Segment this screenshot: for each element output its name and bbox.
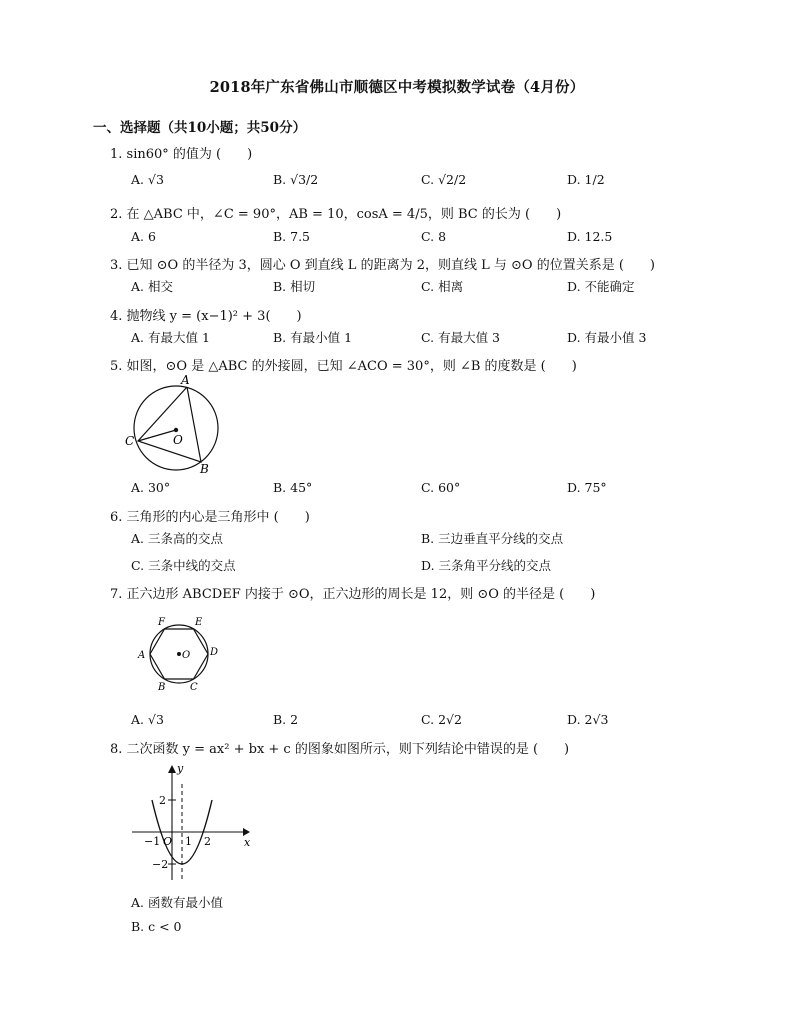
q2-option-b[interactable]: B. 7.5: [273, 229, 311, 244]
question-6-stem: 6. 三角形的内心是三角形中 ( ): [110, 510, 310, 525]
q2-option-d[interactable]: D. 12.5: [567, 229, 613, 244]
label-f: F: [158, 617, 165, 628]
origin-label: O: [163, 835, 173, 848]
q6-option-b[interactable]: B. 三边垂直平分线的交点: [421, 531, 564, 546]
question-3-stem: 3. 已知 ⊙O 的半径为 3，圆心 O 到直线 L 的距离为 2，则直线 L 与 ⊙O 的位置关系是 ( ): [110, 258, 655, 273]
label-o: O: [173, 433, 183, 447]
label-c: C: [125, 434, 135, 448]
q5-option-d[interactable]: D. 75°: [567, 480, 607, 495]
y-tick-label-neg2: −2: [152, 858, 169, 871]
question-5-stem: 5. 如图，⊙O 是 △ABC 的外接圆，已知 ∠ACO = 30°，则 ∠B 的度数是 ( ): [110, 359, 577, 374]
exam-title: 2018年广东省佛山市顺德区中考模拟数学试卷（4月份）: [209, 79, 585, 96]
y-axis-label: y: [177, 762, 184, 775]
q6-option-c[interactable]: C. 三条中线的交点: [131, 558, 236, 573]
q8-option-a[interactable]: A. 函数有最小值: [131, 895, 223, 910]
x-axis-arrow: [243, 828, 250, 836]
x-tick-label-neg1: −1: [144, 835, 161, 848]
triangle-abc: [138, 387, 201, 462]
q7-option-d[interactable]: D. 2√3: [567, 712, 609, 727]
q6-option-d[interactable]: D. 三条角平分线的交点: [421, 558, 552, 573]
label-d: D: [210, 647, 219, 658]
question-2-stem: 2. 在 △ABC 中，∠C = 90°，AB = 10，cosA = 4/5，则 BC 的长为 ( ): [110, 207, 562, 222]
q4-option-c[interactable]: C. 有最大值 3: [421, 330, 500, 345]
section-heading: 一、选择题（共10小题；共50分）: [93, 120, 307, 136]
question-8-stem: 8. 二次函数 y = ax² + bx + c 的图象如图所示，则下列结论中错误的是 ( ): [110, 742, 570, 757]
q7-option-c[interactable]: C. 2√2: [421, 712, 462, 727]
question-1-stem: 1. sin60° 的值为 ( ): [110, 147, 253, 162]
x-axis-label: x: [244, 836, 251, 849]
q2-option-a[interactable]: A. 6: [131, 229, 156, 244]
q1-option-c[interactable]: C. √2/2: [421, 172, 467, 187]
q3-option-b[interactable]: B. 相切: [273, 279, 316, 294]
q4-option-d[interactable]: D. 有最小值 3: [567, 330, 647, 345]
question-4-stem: 4. 抛物线 y = (x−1)² + 3( ): [110, 309, 302, 324]
y-axis-arrow: [168, 765, 176, 773]
label-e: E: [195, 617, 203, 628]
q7-option-a[interactable]: A. √3: [131, 712, 164, 727]
question-7-stem: 7. 正六边形 ABCDEF 内接于 ⊙O，正六边形的周长是 12，则 ⊙O 的半径是 ( ): [110, 587, 596, 602]
q5-option-a[interactable]: A. 30°: [131, 480, 171, 495]
q7-option-b[interactable]: B. 2: [273, 712, 299, 727]
figure-hexagon: [132, 612, 228, 696]
q1-option-b[interactable]: B. √3/2: [273, 172, 319, 187]
q1-option-d[interactable]: D. 1/2: [567, 172, 605, 187]
figure-parabola-graph: [128, 762, 253, 884]
y-tick-label-2: 2: [159, 794, 166, 807]
q2-option-c[interactable]: C. 8: [421, 229, 447, 244]
center-point: [177, 652, 181, 656]
label-b: B: [200, 462, 209, 476]
label-b: B: [158, 682, 166, 693]
q4-option-b[interactable]: B. 有最小值 1: [273, 330, 353, 345]
q4-option-a[interactable]: A. 有最大值 1: [131, 330, 210, 345]
q8-option-b[interactable]: B. c < 0: [131, 919, 182, 934]
label-c: C: [190, 682, 198, 693]
label-a: A: [181, 373, 190, 387]
center-point: [174, 428, 178, 432]
q5-option-c[interactable]: C. 60°: [421, 480, 461, 495]
label-o: O: [182, 650, 191, 661]
x-tick-label-1: 1: [185, 835, 192, 848]
q3-option-d[interactable]: D. 不能确定: [567, 279, 635, 294]
q3-option-a[interactable]: A. 相交: [131, 279, 173, 294]
q3-option-c[interactable]: C. 相离: [421, 279, 464, 294]
q5-option-b[interactable]: B. 45°: [273, 480, 313, 495]
figure-circle-triangle: [118, 372, 230, 476]
q1-option-a[interactable]: A. √3: [131, 172, 164, 187]
label-a: A: [138, 650, 146, 661]
q6-option-a[interactable]: A. 三条高的交点: [131, 531, 223, 546]
x-tick-label-2: 2: [204, 835, 211, 848]
